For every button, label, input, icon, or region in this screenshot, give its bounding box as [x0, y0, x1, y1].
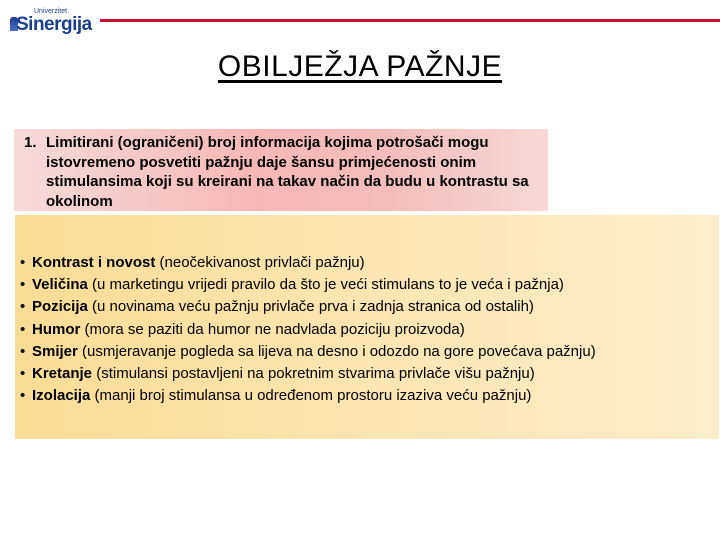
point-one-number: 1.	[24, 134, 37, 151]
list-item	[20, 363, 596, 385]
item-term: Veličina	[32, 276, 88, 294]
bullet: •	[20, 365, 26, 383]
list-item	[20, 319, 596, 341]
list-item	[20, 274, 596, 296]
item-description: (manji broj stimulansa u određenom prostoru izaziva veću pažnju)	[90, 387, 532, 405]
bullet: •	[20, 298, 26, 316]
slide-title: OBILJEŽJA PAŽNJE	[217, 50, 503, 83]
point-one-text: Limitirani (ograničeni) broj informacija kojima potrošači mogu istovremeno posvetiti pažnju daje šansu primjećenosti onim stimulansima koji su kreirani na takav način da budu u kontrastu sa okolinom	[46, 134, 529, 210]
item-term: Kretanje	[32, 365, 93, 383]
features-box	[14, 214, 720, 440]
list-item	[20, 385, 596, 407]
bullet: •	[20, 254, 26, 271]
university-logo	[10, 8, 94, 34]
item-description: (neočekivanost privlači pažnju)	[155, 254, 365, 271]
logo-small-text: Univerzitet	[34, 8, 68, 15]
list-item	[20, 341, 596, 363]
point-one-box	[14, 129, 548, 211]
item-term: Smijer	[32, 342, 78, 360]
item-description: (u marketingu vrijedi pravilo da što je veći stimulans to je veća i pažnja)	[87, 276, 564, 294]
item-description: (usmjeravanje pogleda sa lijeva na desno i odozdo na gore povećava pažnju)	[77, 342, 596, 360]
header-divider	[100, 19, 720, 22]
item-term: Pozicija	[32, 298, 88, 316]
list-item	[20, 296, 596, 318]
item-term: Izolacija	[32, 387, 91, 405]
item-description: (mora se paziti da humor ne nadvlada poziciju proizvoda)	[80, 320, 465, 338]
item-term: Kontrast i novost	[32, 254, 156, 271]
bullet: •	[20, 320, 26, 338]
bullet: •	[20, 276, 26, 294]
features-list	[20, 252, 596, 407]
point-one	[20, 133, 540, 211]
list-item	[20, 252, 596, 274]
logo-text: Sinergija	[16, 14, 92, 35]
item-term: Humor	[32, 320, 81, 338]
item-description: (stimulansi postavljeni na pokretnim stvarima privlače višu pažnju)	[92, 365, 535, 383]
bullet: •	[20, 387, 26, 405]
item-description: (u novinama veću pažnju privlače prva i zadnja stranica od ostalih)	[87, 298, 534, 316]
bullet: •	[20, 342, 26, 360]
